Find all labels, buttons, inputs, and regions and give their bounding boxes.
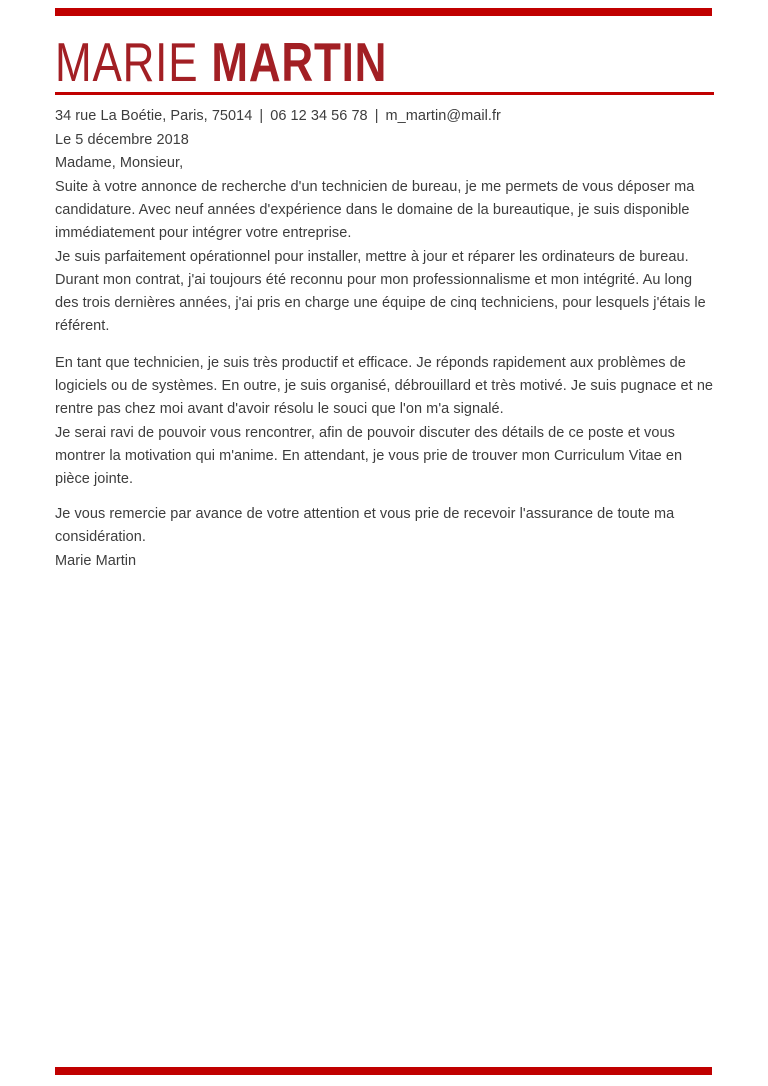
- paragraph-3: En tant que technicien, je suis très productif et efficace. Je réponds rapidement aux problèmes de logiciels ou de systèmes. En outre, je suis organisé, débrouillard et très motivé. Je suis pugnace et ne rentre pas chez moi avant d'avoir résolu le souci que l'on m'a signalé.: [55, 355, 714, 417]
- paragraph-1: Suite à votre annonce de recherche d'un technicien de bureau, je me permets de vous déposer ma candidature. Avec neuf années d'expérience dans le domaine de la bureautique, je suis disponible immédiatement pour intégrer votre entreprise.: [55, 179, 695, 241]
- email-text: m_martin@mail.fr: [385, 108, 501, 124]
- paragraph-2: Je suis parfaitement opérationnel pour installer, mettre à jour et réparer les ordinateurs de bureau. Durant mon contrat, j'ai toujours été reconnu pour mon professionnalisme et mon intégrité. Au long des trois dernières années, j'ai pris en charge une équipe de cinq techniciens, pour lesquels j'étais le référent.: [55, 249, 706, 334]
- signature: Marie Martin: [55, 553, 137, 569]
- letterhead: [55, 31, 714, 128]
- address-text: 34 rue La Boétie, Paris, 75014: [55, 108, 253, 124]
- date-line: Le 5 décembre 2018: [55, 132, 189, 148]
- sender-last-name: MARTIN: [211, 31, 388, 93]
- contact-line: [55, 105, 714, 128]
- paragraph-5: Je vous remercie par avance de votre attention et vous prie de recevoir l'assurance de toute ma considération.: [55, 506, 675, 545]
- bottom-accent-bar: [55, 1067, 712, 1075]
- phone-text: 06 12 34 56 78: [270, 108, 368, 124]
- contact-separator: |: [259, 108, 264, 124]
- paragraph-4: Je serai ravi de pouvoir vous rencontrer, afin de pouvoir discuter des détails de ce poste et vous montrer la motivation qui m'anime. En attendant, je vous prie de trouver mon Curriculum Vitae en pièce jointe.: [55, 425, 683, 487]
- letter-body: [55, 129, 714, 573]
- letter-content: [55, 0, 714, 573]
- salutation: Madame, Monsieur,: [55, 155, 184, 171]
- sender-name: [55, 31, 582, 93]
- contact-separator: |: [374, 108, 379, 124]
- sender-first-name: MARIE: [55, 31, 199, 93]
